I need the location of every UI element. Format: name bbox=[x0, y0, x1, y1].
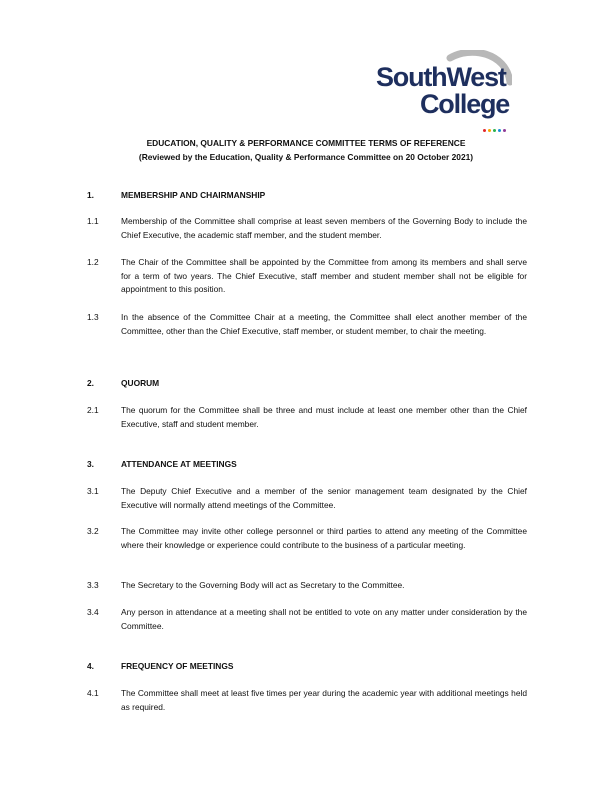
logo-dot bbox=[498, 129, 501, 132]
clause-number: 4.1 bbox=[87, 688, 99, 698]
clause-number: 3.4 bbox=[87, 607, 99, 617]
logo-dot bbox=[493, 129, 496, 132]
clause-text: The quorum for the Committee shall be three and must include at least one member other than the Chief Executive, staff and student member. bbox=[121, 405, 527, 429]
document-title: EDUCATION, QUALITY & PERFORMANCE COMMITTEE TERMS OF REFERENCE bbox=[146, 138, 466, 148]
clause-text: Any person in attendance at a meeting shall not be entitled to vote on any matter under consideration by the Committee. bbox=[121, 607, 527, 631]
clause-text: In the absence of the Committee Chair at a meeting, the Committee shall elect another member of the Committee, other than the Chief Executive, staff member, or student member, to chair the meeting. bbox=[121, 312, 527, 336]
section-heading: ATTENDANCE AT MEETINGS bbox=[121, 459, 237, 469]
clause-text: The Chair of the Committee shall be appointed by the Committee from among its members and shall serve for a term of two years. The Chief Executive, staff member and student member shall not be eligible for appointment to this position. bbox=[121, 257, 527, 295]
section-number: 3. bbox=[87, 459, 94, 469]
clause-text: The Secretary to the Governing Body will act as Secretary to the Committee. bbox=[121, 580, 405, 590]
clause-number: 3.1 bbox=[87, 486, 99, 496]
section-heading: MEMBERSHIP AND CHAIRMANSHIP bbox=[121, 190, 266, 200]
logo-dot bbox=[488, 129, 491, 132]
logo-dots bbox=[483, 119, 508, 137]
document-subtitle: (Reviewed by the Education, Quality & Performance Committee on 20 October 2021) bbox=[138, 152, 474, 162]
clause-text: The Deputy Chief Executive and a member of the senior management team designated by the Chief Executive will normally attend meetings of the Committee. bbox=[121, 486, 527, 510]
section-heading: FREQUENCY OF MEETINGS bbox=[121, 661, 234, 671]
clause-number: 2.1 bbox=[87, 405, 99, 415]
clause-text: Membership of the Committee shall comprise at least seven members of the Governing Body to include the Chief Executive, the academic staff member, and the student member. bbox=[121, 216, 527, 240]
clause-text: The Committee may invite other college personnel or third parties to attend any meeting of the Committee where their knowledge or experience could contribute to the business of a particular meeting. bbox=[121, 526, 527, 550]
logo-text-southwest: SouthWest bbox=[376, 62, 506, 92]
clause-number: 1.1 bbox=[87, 216, 99, 226]
college-logo bbox=[372, 50, 512, 124]
section-number: 2. bbox=[87, 378, 94, 388]
clause-text: The Committee shall meet at least five times per year during the academic year with additional meetings held as required. bbox=[121, 688, 527, 712]
logo-dot bbox=[503, 129, 506, 132]
section-number: 4. bbox=[87, 661, 94, 671]
logo-dot bbox=[483, 129, 486, 132]
clause-number: 3.2 bbox=[87, 526, 99, 536]
clause-number: 3.3 bbox=[87, 580, 99, 590]
section-heading: QUORUM bbox=[121, 378, 160, 388]
logo-text-college: College bbox=[420, 89, 510, 119]
section-number: 1. bbox=[87, 190, 94, 200]
clause-number: 1.3 bbox=[87, 312, 99, 322]
clause-number: 1.2 bbox=[87, 257, 99, 267]
